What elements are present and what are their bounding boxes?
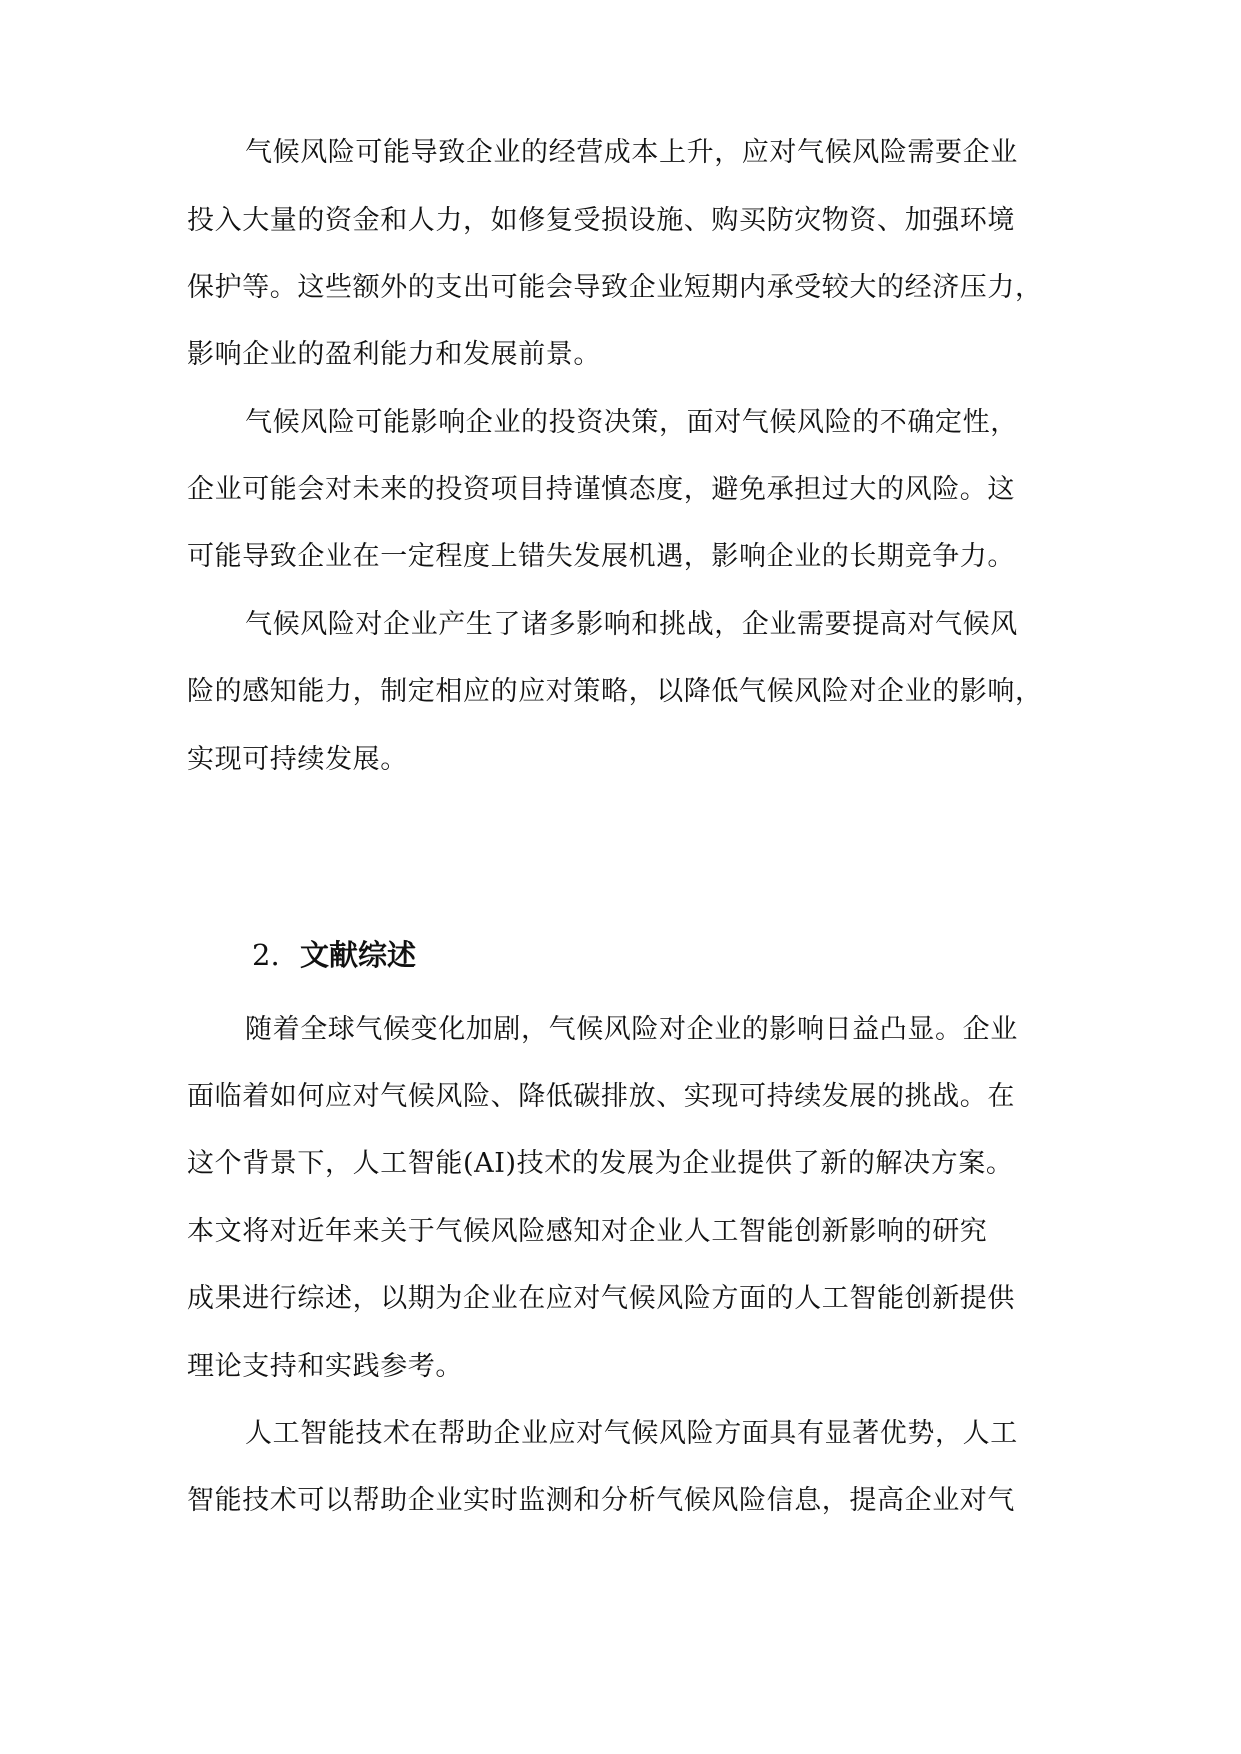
- section-paragraph-1-line-5: 成果进行综述，以期为企业在应对气候风险方面的人工智能创新提供: [187, 1283, 1015, 1314]
- section-number: 2.: [252, 938, 280, 972]
- section-paragraph-2-line-2: 智能技术可以帮助企业实时监测和分析气候风险信息，提高企业对气: [187, 1485, 1015, 1516]
- section-paragraph-1-line-2: 面临着如何应对气候风险、降低碳排放、实现可持续发展的挑战。在: [187, 1081, 1015, 1112]
- section-paragraph-2-line-1: 人工智能技术在帮助企业应对气候风险方面具有显著优势，人工: [245, 1418, 1018, 1449]
- paragraph-2-line-2: 企业可能会对未来的投资项目持谨慎态度，避免承担过大的风险。这: [187, 474, 1015, 505]
- section-paragraph-1-line-4: 本文将对近年来关于气候风险感知对企业人工智能创新影响的研究: [187, 1216, 988, 1247]
- section-title: 文献综述: [300, 938, 417, 972]
- section-paragraph-1-line-1: 随着全球气候变化加剧，气候风险对企业的影响日益凸显。企业: [245, 1014, 1018, 1045]
- paragraph-1-line-1: 气候风险可能导致企业的经营成本上升，应对气候风险需要企业: [245, 137, 1018, 168]
- paragraph-3-line-3: 实现可持续发展。: [187, 744, 408, 775]
- paragraph-3-line-2: 险的感知能力，制定相应的应对策略，以降低气候风险对企业的影响，: [187, 676, 1043, 707]
- section-paragraph-1-line-6: 理论支持和实践参考。: [187, 1351, 463, 1382]
- paragraph-1-line-4: 影响企业的盈利能力和发展前景。: [187, 339, 601, 370]
- paragraph-1-line-2: 投入大量的资金和人力，如修复受损设施、购买防灾物资、加强环境: [187, 205, 1015, 236]
- section-heading: [252, 935, 416, 975]
- paragraph-3-line-1: 气候风险对企业产生了诸多影响和挑战，企业需要提高对气候风: [245, 609, 1018, 640]
- paragraph-1-line-3: 保护等。这些额外的支出可能会导致企业短期内承受较大的经济压力，: [187, 272, 1043, 303]
- paragraph-2-line-1: 气候风险可能影响企业的投资决策，面对气候风险的不确定性，: [245, 407, 1018, 438]
- section-paragraph-1-line-3: 这个背景下，人工智能(AI)技术的发展为企业提供了新的解决方案。: [187, 1148, 1014, 1179]
- paragraph-2-line-3: 可能导致企业在一定程度上错失发展机遇，影响企业的长期竞争力。: [187, 541, 1015, 572]
